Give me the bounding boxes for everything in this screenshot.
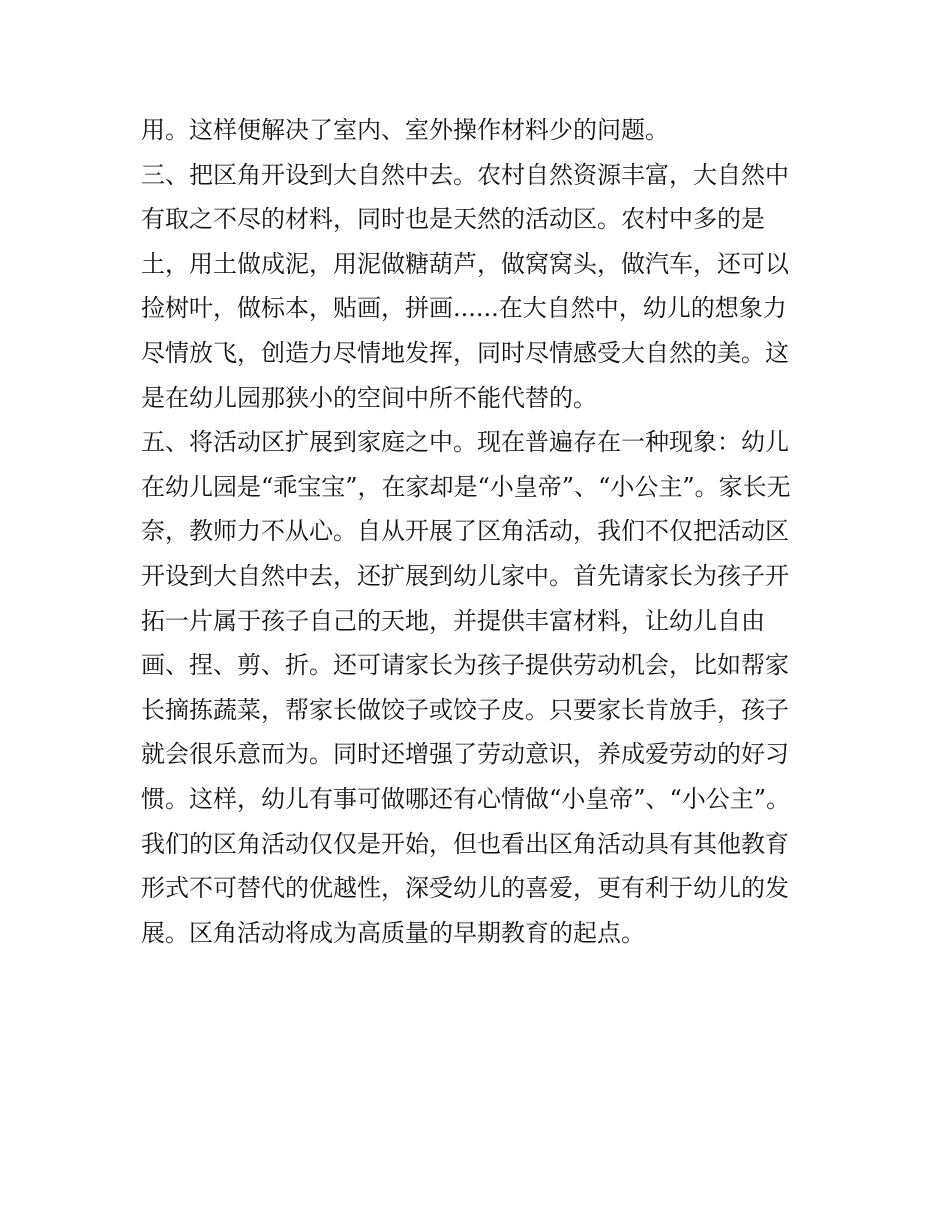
body-text [141,108,821,955]
text-line: 拓一片属于孩子自己的天地，并提供丰富材料，让幼儿自由 [141,606,765,635]
text-line: 形式不可替代的优越性，深受幼儿的喜爱，更有利于幼儿的发 [141,874,789,903]
text-line: 捡树叶，做标本，贴画，拼画......在大自然中，幼儿的想象力 [141,294,787,323]
text-line: 尽情放飞，创造力尽情地发挥，同时尽情感受大自然的美。这 [141,338,789,367]
text-line: 五、将活动区扩展到家庭之中。现在普遍存在一种现象：幼儿 [141,428,789,457]
text-line: 在幼儿园是“乖宝宝”，在家却是“小皇帝”、“小公主”。家长无 [141,472,791,501]
text-line: 三、把区角开设到大自然中去。农村自然资源丰富，大自然中 [141,160,789,189]
text-line: 展。区角活动将成为高质量的早期教育的起点。 [141,918,645,947]
text-line: 画、捏、剪、折。还可请家长为孩子提供劳动机会，比如帮家 [141,651,789,680]
text-line: 就会很乐意而为。同时还增强了劳动意识，养成爱劳动的好习 [141,740,789,769]
text-line: 是在幼儿园那狭小的空间中所不能代替的。 [141,383,597,412]
text-line: 开设到大自然中去，还扩展到幼儿家中。首先请家长为孩子开 [141,561,789,590]
text-line: 用。这样便解决了室内、室外操作材料少的问题。 [141,116,669,144]
text-line: 长摘拣蔬菜，帮家长做饺子或饺子皮。只要家长肯放手，孩子 [141,695,789,724]
text-line: 土，用土做成泥，用泥做糖葫芦，做窝窝头，做汽车，还可以 [141,249,789,278]
text-line: 我们的区角活动仅仅是开始，但也看出区角活动具有其他教育 [141,829,789,858]
text-line: 有取之不尽的材料，同时也是天然的活动区。农村中多的是 [141,205,765,234]
text-line: 奈，教师力不从心。自从开展了区角活动，我们不仅把活动区 [141,517,789,546]
text-line: 惯。这样，幼儿有事可做哪还有心情做“小皇帝”、“小公主”。 [141,784,791,813]
